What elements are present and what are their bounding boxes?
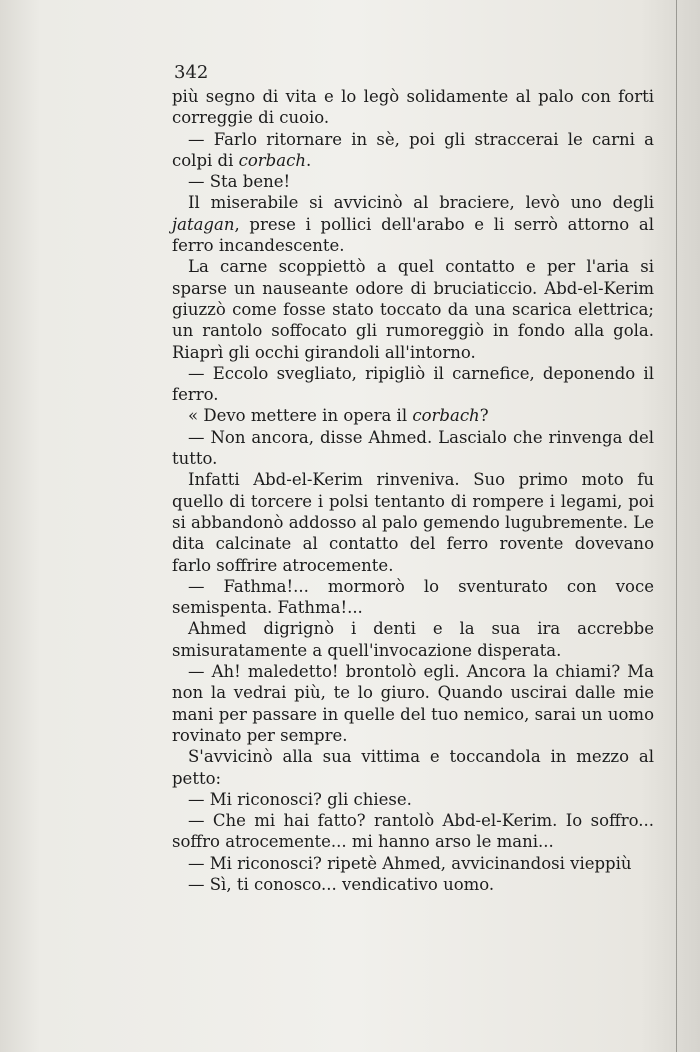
paragraph: — Non ancora, disse Ahmed. Lascialo che rinvenga del tutto. <box>172 427 654 469</box>
paragraph: — Eccolo svegliato, ripigliò il carnefice, deponendo il ferro. <box>172 363 654 405</box>
paragraph: — Ah! maledetto! brontolò egli. Ancora la chiami? Ma non la vedrai più, te lo giuro. Quando uscirai dalle mie mani per passare in quelle del tuo nemico, sarai un uomo rovinato per sempre. <box>172 662 654 745</box>
paragraph: « Devo mettere in opera il corbach? <box>188 406 489 426</box>
paragraph: — Mi riconosci? ripetè Ahmed, avvicinandosi vieppiù <box>188 853 632 873</box>
paragraph: La carne scoppiettò a quel contatto e per l'aria si sparse un nauseante odore di bruciaticcio. Abd-el-Kerim giuzzò come fosse stato toccato da una scarica elettrica; un rantolo soffocato gli rumoreggiò in fondo alla gola. Riaprì gli occhi girandoli all'intorno. <box>172 257 654 362</box>
paragraph: Il miserabile si avvicinò al braciere, levò uno degli jatagan, prese i pollici dell'arabo e li serrò attorno al ferro incandescente. <box>172 193 654 256</box>
paragraph: — Sì, ti conosco... vendicativo uomo. <box>188 874 495 894</box>
page-number: 342 <box>174 62 209 83</box>
paragraph: Infatti Abd-el-Kerim rinveniva. Suo primo moto fu quello di torcere i polsi tentanto di rompere i legami, poi si abbandonò addosso al palo gemendo lugubremente. Le dita calcinate al contatto del ferro rovente dovevano farlo soffrire atrocemente. <box>172 470 654 575</box>
paragraph: S'avvicinò alla sua vittima e toccandola in mezzo al petto: <box>172 747 654 788</box>
paragraph: — Mi riconosci? gli chiese. <box>188 789 412 809</box>
text-body <box>172 86 654 895</box>
paragraph: — Sta bene! <box>188 172 291 192</box>
paragraph: più segno di vita e lo legò solidamente al palo con forti correggie di cuoio. <box>172 87 654 128</box>
paragraph: Ahmed digrignò i denti e la sua ira accrebbe smisuratamente a quell'invocazione disperata. <box>172 619 654 660</box>
paragraph: — Che mi hai fatto? rantolò Abd-el-Kerim. Io soffro... soffro atrocemente... mi hanno arso le mani... <box>172 811 654 852</box>
paragraph: — Farlo ritornare in sè, poi gli straccerai le carni a colpi di corbach. <box>172 129 654 170</box>
page-edge-line <box>676 0 677 1052</box>
paragraph: — Fathma!... mormorò lo sventurato con voce semispenta. Fathma!... <box>172 576 654 618</box>
